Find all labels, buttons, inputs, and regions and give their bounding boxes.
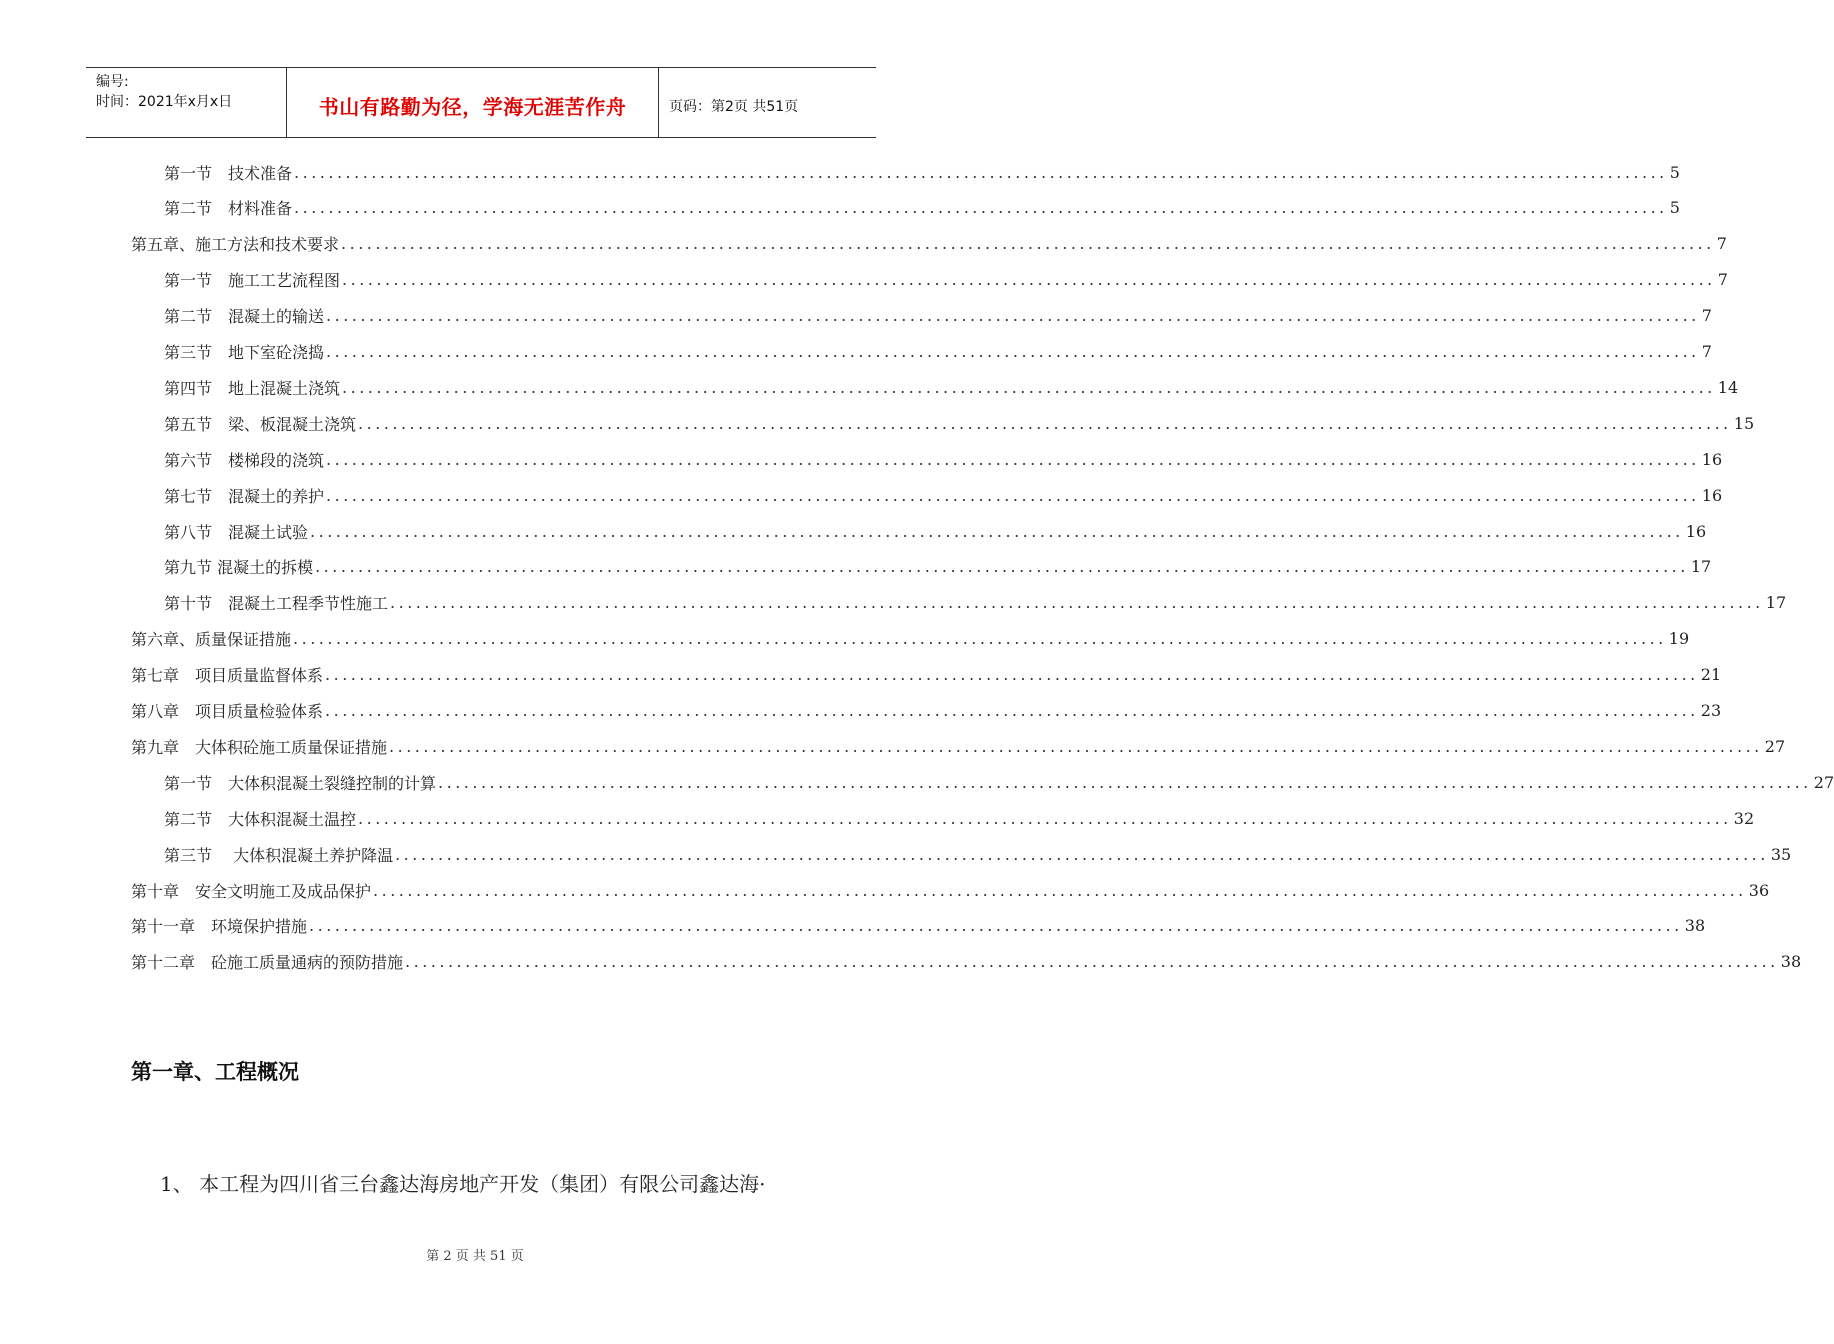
toc-leader-dots: ................................................................................................................................................................ xyxy=(373,880,1747,900)
toc-entry-label: 第三节 大体积混凝土养护降温 xyxy=(164,845,394,865)
toc-entry[interactable] xyxy=(131,944,1802,980)
toc-entry-page: 38 xyxy=(1780,952,1802,972)
toc-entry[interactable] xyxy=(164,549,1712,585)
toc-leader-dots: ................................................................................................................................................................ xyxy=(342,270,1716,290)
toc-entry-page: 5 xyxy=(1669,198,1680,218)
toc-entry-label: 第十节 混凝土工程季节性施工 xyxy=(164,594,389,614)
toc-entry-page: 19 xyxy=(1668,629,1690,649)
toc-leader-dots: ................................................................................................................................................................ xyxy=(325,701,1699,720)
toc-leader-dots: ................................................................................................................................................................ xyxy=(293,629,1667,649)
toc-entry-label: 第一节 技术准备 xyxy=(164,163,293,183)
toc-leader-dots: ................................................................................................................................................................ xyxy=(326,342,1700,361)
toc-leader-dots: ................................................................................................................................................................ xyxy=(325,665,1699,685)
toc-entry-page: 16 xyxy=(1685,521,1707,541)
toc-entry[interactable] xyxy=(164,513,1707,549)
toc-entry[interactable] xyxy=(131,908,1706,944)
toc-leader-dots: ................................................................................................................................................................ xyxy=(342,377,1716,397)
toc-leader-dots: ................................................................................................................................................................ xyxy=(326,306,1700,326)
toc-entry-label: 第九节 混凝土的拆模 xyxy=(164,558,314,578)
header-page-info: 页码：第2页 共51页 xyxy=(669,98,799,115)
toc-entry-label: 第五章、施工方法和技术要求 xyxy=(131,235,340,255)
number-label: 编号: xyxy=(96,74,129,90)
toc-entry[interactable] xyxy=(164,836,1792,872)
toc-leader-dots: ................................................................................................................................................................ xyxy=(310,521,1684,541)
toc-entry[interactable] xyxy=(131,657,1722,693)
toc-entry-label: 第四节 地上混凝土浇筑 xyxy=(164,378,341,398)
time-label: 时间：2021年x月x日 xyxy=(96,94,233,110)
toc-entry-label: 第八章 项目质量检验体系 xyxy=(131,702,324,721)
toc-entry-label: 第二节 材料准备 xyxy=(164,199,293,219)
toc-entry[interactable] xyxy=(164,154,1680,190)
toc-leader-dots: ................................................................................................................................................................ xyxy=(358,808,1732,828)
toc-entry-label: 第六节 楼梯段的浇筑 xyxy=(164,450,325,470)
toc-entry-label: 第九章 大体积砼施工质量保证措施 xyxy=(131,737,388,757)
toc-entry-page: 32 xyxy=(1733,808,1755,828)
toc-leader-dots: ................................................................................................................................................................ xyxy=(438,772,1812,792)
toc-leader-dots: ................................................................................................................................................................ xyxy=(405,952,1779,972)
page-header xyxy=(86,67,876,138)
toc-entry[interactable] xyxy=(131,728,1786,764)
toc-entry[interactable] xyxy=(164,334,1712,370)
toc-leader-dots: ................................................................................................................................................................ xyxy=(389,736,1763,756)
toc-leader-dots: ................................................................................................................................................................ xyxy=(390,593,1764,613)
toc-entry-page: 36 xyxy=(1748,880,1770,900)
toc-entry-page: 38 xyxy=(1684,916,1706,936)
toc-entry[interactable] xyxy=(131,621,1690,657)
toc-entry-page: 15 xyxy=(1733,413,1755,433)
toc-entry-page: 7 xyxy=(1717,270,1728,290)
toc-entry-page: 27 xyxy=(1813,772,1834,792)
toc-entry[interactable] xyxy=(164,585,1787,621)
toc-entry[interactable] xyxy=(164,369,1739,405)
toc-entry[interactable] xyxy=(164,405,1755,441)
header-meta xyxy=(86,68,286,137)
toc-leader-dots: ................................................................................................................................................................ xyxy=(395,844,1769,864)
toc-leader-dots: ................................................................................................................................................................ xyxy=(294,162,1668,182)
toc-leader-dots: ................................................................................................................................................................ xyxy=(294,198,1668,218)
toc-entry[interactable] xyxy=(164,764,1834,800)
toc-leader-dots: ................................................................................................................................................................ xyxy=(326,485,1700,505)
toc-entry[interactable] xyxy=(131,226,1727,262)
toc-entry[interactable] xyxy=(164,800,1755,836)
header-motto: 书山有路勤为径，学海无涯苦作舟 xyxy=(286,68,659,137)
toc-entry[interactable] xyxy=(164,441,1723,477)
toc-entry-label: 第十一章 环境保护措施 xyxy=(131,917,308,937)
toc-entry[interactable] xyxy=(131,693,1722,729)
toc-entry-page: 23 xyxy=(1700,701,1722,720)
toc-entry-page: 16 xyxy=(1701,449,1723,469)
toc-leader-dots: ................................................................................................................................................................ xyxy=(326,449,1700,469)
toc-entry-page: 7 xyxy=(1701,342,1712,361)
toc-entry-label: 第一节 大体积混凝土裂缝控制的计算 xyxy=(164,773,437,793)
toc-leader-dots: ................................................................................................................................................................ xyxy=(315,557,1689,577)
toc-entry[interactable] xyxy=(131,872,1770,908)
toc-entry-page: 7 xyxy=(1701,306,1712,326)
toc-entry-page: 5 xyxy=(1669,162,1680,182)
toc-entry[interactable] xyxy=(164,262,1728,298)
toc-entry-label: 第十章 安全文明施工及成品保护 xyxy=(131,881,372,901)
toc-entry-label: 第一节 施工工艺流程图 xyxy=(164,271,341,291)
toc-entry-label: 第五节 梁、板混凝土浇筑 xyxy=(164,414,357,434)
toc-entry-label: 第六章、质量保证措施 xyxy=(131,630,292,650)
toc-entry-page: 17 xyxy=(1690,557,1712,577)
toc-leader-dots: ................................................................................................................................................................ xyxy=(358,413,1732,433)
toc-entry-label: 第二节 混凝土的输送 xyxy=(164,307,325,327)
toc-entry-label: 第七节 混凝土的养护 xyxy=(164,486,325,506)
toc-entry-page: 35 xyxy=(1770,844,1792,864)
body-paragraph: 1、 本工程为四川省三台鑫达海房地产开发（集团）有限公司鑫达海· xyxy=(160,1172,766,1196)
toc-entry-page: 27 xyxy=(1764,736,1786,756)
toc-entry[interactable] xyxy=(164,190,1680,226)
toc-entry-label: 第十二章 砼施工质量通病的预防措施 xyxy=(131,953,404,973)
toc-entry-page: 16 xyxy=(1701,485,1723,505)
toc-entry[interactable] xyxy=(164,298,1712,334)
toc-entry-page: 14 xyxy=(1717,377,1739,397)
toc-entry-page: 21 xyxy=(1700,665,1722,685)
toc-entry-page: 7 xyxy=(1716,234,1727,254)
toc-entry-page: 17 xyxy=(1765,593,1787,613)
toc-entry[interactable] xyxy=(164,477,1723,513)
toc-leader-dots: ................................................................................................................................................................ xyxy=(341,234,1715,254)
toc-entry-label: 第七章 项目质量监督体系 xyxy=(131,666,324,686)
toc-entry-label: 第三节 地下室砼浇捣 xyxy=(164,343,325,362)
toc-entry-label: 第二节 大体积混凝土温控 xyxy=(164,809,357,829)
toc-leader-dots: ................................................................................................................................................................ xyxy=(309,916,1683,936)
toc-entry-label: 第八节 混凝土试验 xyxy=(164,522,309,542)
chapter-heading: 第一章、工程概况 xyxy=(131,1059,299,1084)
page-footer: 第 2 页 共 51 页 xyxy=(426,1249,524,1264)
